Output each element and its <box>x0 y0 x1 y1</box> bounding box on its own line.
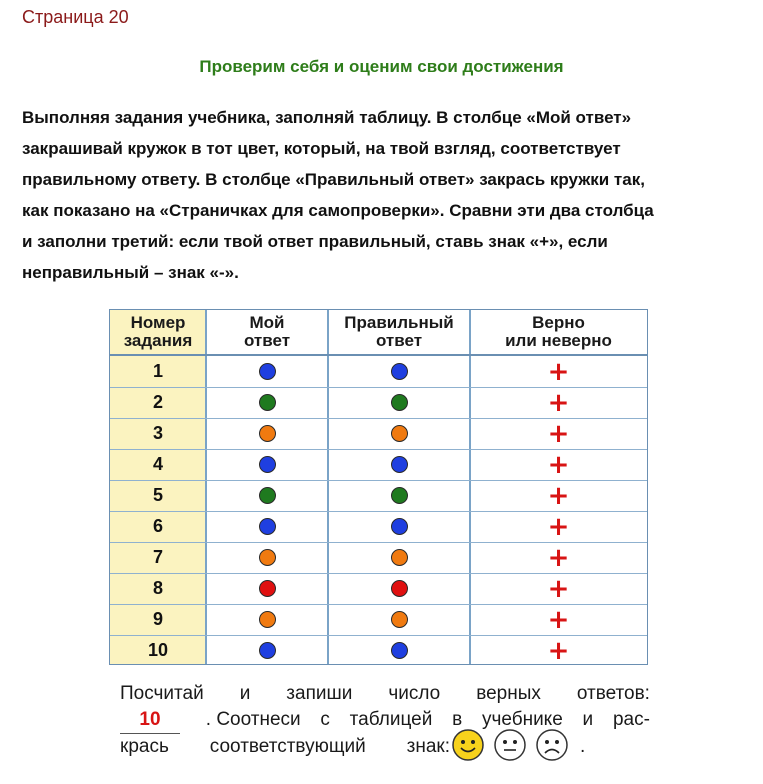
happy-face-icon[interactable] <box>451 728 485 762</box>
correct-answer-cell <box>328 356 470 387</box>
task-number-cell <box>110 604 206 635</box>
word: верных <box>476 683 541 704</box>
task-number: 8 <box>152 578 163 598</box>
task-number: 1 <box>152 361 163 381</box>
row-divider <box>110 635 647 636</box>
instructions-text <box>22 102 742 288</box>
correct-answer-circle[interactable] <box>391 487 408 504</box>
task-number: 7 <box>152 547 163 567</box>
table-row <box>110 356 647 387</box>
correct-answer-circle[interactable] <box>391 642 408 659</box>
result-cell <box>470 635 647 666</box>
correct-answer-cell <box>328 635 470 666</box>
result-cell <box>470 511 647 542</box>
result-cell <box>470 480 647 511</box>
word: Посчитай <box>120 683 204 704</box>
result-cell <box>470 387 647 418</box>
column-divider <box>469 310 471 664</box>
task-number-cell <box>110 511 206 542</box>
column-divider <box>205 310 207 664</box>
word: таблицей <box>349 709 433 730</box>
plus-mark: + <box>547 604 570 635</box>
my-answer-circle[interactable] <box>259 394 276 411</box>
correct-answer-circle[interactable] <box>391 518 408 535</box>
answers-table <box>109 309 648 665</box>
word: учебнике <box>481 709 563 730</box>
word: запиши <box>286 683 353 704</box>
counting-task-line-1 <box>120 681 650 707</box>
word: в <box>452 709 463 730</box>
word: соответствующий <box>209 736 366 757</box>
task-number: 6 <box>152 516 163 536</box>
counting-task-line-2 <box>120 707 650 734</box>
plus-mark: + <box>547 511 570 542</box>
task-number: 2 <box>152 392 163 412</box>
task-number-cell <box>110 356 206 387</box>
row-divider <box>110 387 647 388</box>
word: крась <box>120 736 169 757</box>
neutral-face-icon[interactable] <box>493 728 527 762</box>
correct-answer-cell <box>328 387 470 418</box>
task-number-cell <box>110 418 206 449</box>
row-divider <box>110 573 647 574</box>
result-cell <box>470 418 647 449</box>
section-heading: Проверим себя и оценим свои достижения <box>199 57 564 76</box>
table-row <box>110 418 647 449</box>
task-number: 3 <box>152 423 163 443</box>
table-row <box>110 604 647 635</box>
table-header-row <box>110 310 647 354</box>
correct-answer-circle[interactable] <box>391 549 408 566</box>
my-answer-cell <box>206 418 328 449</box>
header-my-answer: Мой ответ <box>243 313 291 350</box>
my-answer-cell <box>206 573 328 604</box>
my-answer-circle[interactable] <box>259 580 276 597</box>
word: ответов: <box>576 683 650 704</box>
my-answer-cell <box>206 356 328 387</box>
correct-answer-cell <box>328 511 470 542</box>
line-end-period: . <box>580 736 586 757</box>
instructions-line: и заполни третий: если твой ответ правильный, ставь знак «+», если <box>22 232 608 251</box>
header-correct-answer: Правильный ответ <box>344 313 454 350</box>
my-answer-circle[interactable] <box>259 642 276 659</box>
plus-mark: + <box>547 635 570 666</box>
instructions-line: как показано на «Страничках для самопроверки». Сравни эти два столбца <box>22 201 654 220</box>
table-row <box>110 635 647 666</box>
my-answer-cell <box>206 511 328 542</box>
plus-mark: + <box>547 480 570 511</box>
instructions-line: закрашивай кружок в тот цвет, который, на твой взгляд, соответствует <box>22 139 621 158</box>
word: рас- <box>612 709 650 730</box>
result-cell <box>470 542 647 573</box>
my-answer-circle[interactable] <box>259 611 276 628</box>
correct-answer-circle[interactable] <box>391 394 408 411</box>
my-answer-circle[interactable] <box>259 487 276 504</box>
word: и <box>239 683 251 704</box>
word: знак: <box>406 736 450 757</box>
task-number-cell <box>110 573 206 604</box>
correct-answer-cell <box>328 480 470 511</box>
my-answer-cell <box>206 635 328 666</box>
counting-task <box>120 681 650 760</box>
result-cell <box>470 604 647 635</box>
result-cell <box>470 449 647 480</box>
word: число <box>388 683 441 704</box>
my-answer-cell <box>206 604 328 635</box>
correct-answer-circle[interactable] <box>391 456 408 473</box>
table-row <box>110 449 647 480</box>
word: с <box>320 709 330 730</box>
row-divider <box>110 511 647 512</box>
row-divider <box>110 604 647 605</box>
correct-answer-circle[interactable] <box>391 363 408 380</box>
header-divider <box>110 354 647 356</box>
header-task-number: Номер задания <box>123 313 193 350</box>
my-answer-cell <box>206 542 328 573</box>
plus-mark: + <box>547 418 570 449</box>
my-answer-cell <box>206 480 328 511</box>
correct-answer-cell <box>328 573 470 604</box>
instructions-line: Выполняя задания учебника, заполняй таблицу. В столбце «Мой ответ» <box>22 108 632 127</box>
result-cell <box>470 356 647 387</box>
correct-answer-cell <box>328 542 470 573</box>
plus-mark: + <box>547 449 570 480</box>
correct-answer-cell <box>328 449 470 480</box>
correct-answer-circle[interactable] <box>391 580 408 597</box>
result-cell <box>470 573 647 604</box>
task-number: 10 <box>147 640 169 660</box>
table-row <box>110 511 647 542</box>
row-divider <box>110 418 647 419</box>
column-divider <box>327 310 329 664</box>
page-number: Страница 20 <box>22 7 129 27</box>
task-number-cell <box>110 449 206 480</box>
word: . Соотнеси <box>205 709 301 730</box>
correct-answer-circle[interactable] <box>391 425 408 442</box>
header-right-or-wrong: Верно или неверно <box>505 313 612 350</box>
task-number-cell <box>110 387 206 418</box>
row-divider <box>110 480 647 481</box>
word: и <box>582 709 594 730</box>
row-divider <box>110 542 647 543</box>
task-number-cell <box>110 542 206 573</box>
table-row <box>110 573 647 604</box>
instructions-line: неправильный – знак «-». <box>22 263 239 282</box>
plus-mark: + <box>547 356 570 387</box>
correct-answer-cell <box>328 604 470 635</box>
my-answer-cell <box>206 449 328 480</box>
correct-answer-cell <box>328 418 470 449</box>
my-answer-cell <box>206 387 328 418</box>
my-answer-circle[interactable] <box>259 518 276 535</box>
plus-mark: + <box>547 573 570 604</box>
task-number: 4 <box>152 454 163 474</box>
task-number-cell <box>110 480 206 511</box>
my-answer-circle[interactable] <box>259 456 276 473</box>
task-number: 9 <box>152 609 163 629</box>
my-answer-circle[interactable] <box>259 549 276 566</box>
correct-answers-count[interactable]: 10 <box>120 707 180 734</box>
plus-mark: + <box>547 387 570 418</box>
table-row <box>110 480 647 511</box>
task-number-cell <box>110 635 206 666</box>
sad-face-icon[interactable] <box>535 728 569 762</box>
self-assessment-faces <box>451 728 569 762</box>
table-row <box>110 387 647 418</box>
row-divider <box>110 449 647 450</box>
my-answer-circle[interactable] <box>259 363 276 380</box>
my-answer-circle[interactable] <box>259 425 276 442</box>
task-number: 5 <box>152 485 163 505</box>
plus-mark: + <box>547 542 570 573</box>
counting-task-line-3 <box>120 734 586 760</box>
instructions-line: правильному ответу. В столбце «Правильный ответ» закрась кружки так, <box>22 170 645 189</box>
correct-answer-circle[interactable] <box>391 611 408 628</box>
table-row <box>110 542 647 573</box>
